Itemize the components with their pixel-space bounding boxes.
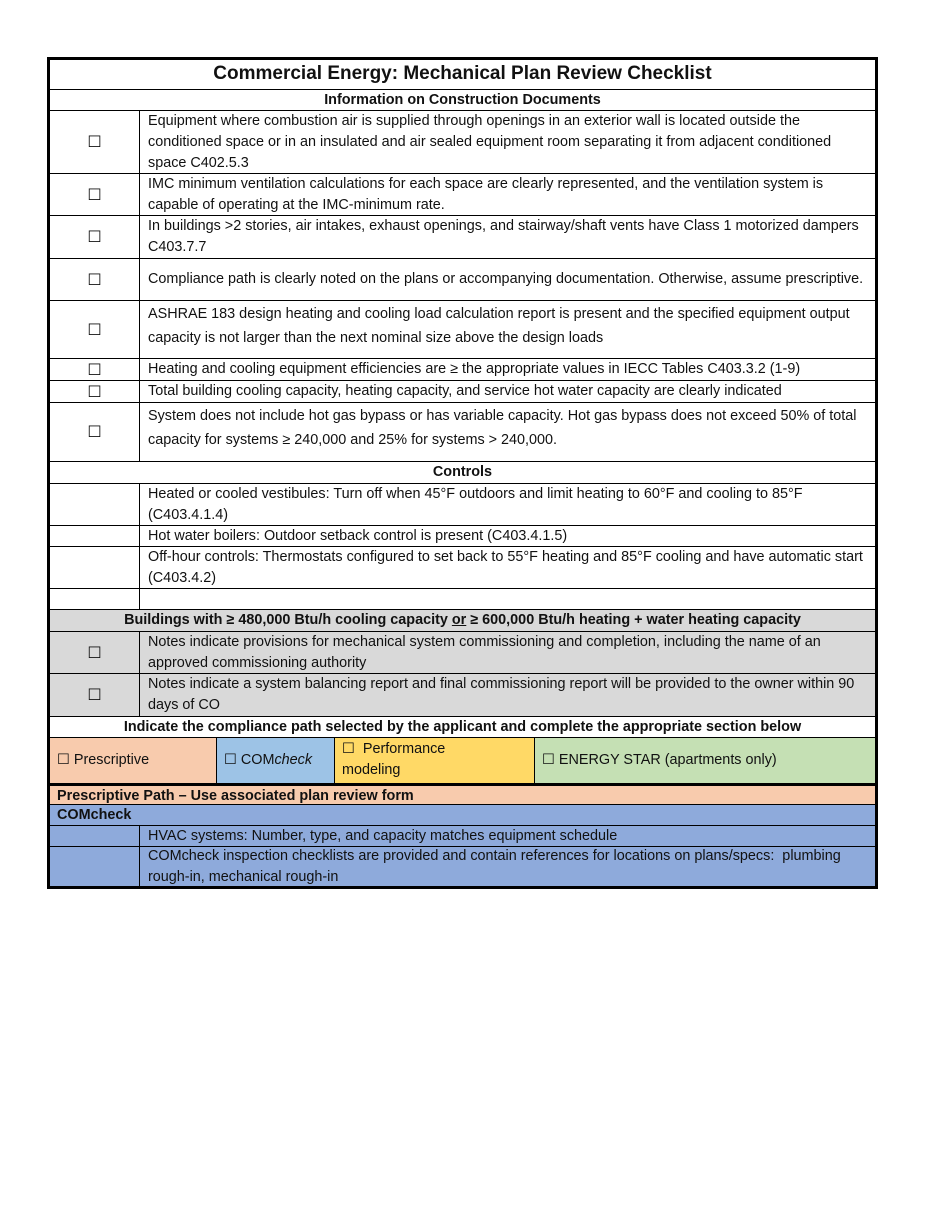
checkbox: ☐ — [57, 752, 70, 768]
item-text: Off-hour controls: Thermostats configured to set back to 55°F heating and 85°F cooling and have automatic start (C403.4.2) — [148, 548, 863, 586]
controls-row — [50, 546, 875, 588]
comcheck-row — [50, 825, 875, 846]
checklist-row — [50, 631, 875, 673]
checkbox[interactable]: ☐ — [50, 359, 140, 380]
title-row — [50, 60, 875, 89]
section-header-compliance: Indicate the compliance path selected by the applicant and complete the appropriate section below — [50, 716, 875, 737]
option-comcheck[interactable]: ☐ COM check — [217, 738, 335, 783]
item-text: In buildings >2 stories, air intakes, exhaust openings, and stairway/shaft vents have Class 1 motorized dampers C403.7.7 — [148, 218, 859, 255]
item-text: COMcheck inspection checklists are provided and contain references for locations on plans/specs: plumbing rough-in, mechanical rough-in — [148, 847, 845, 885]
checkbox[interactable]: ☐ — [50, 216, 140, 258]
item-text: ASHRAE 183 design heating and cooling load calculation report is present and the specified equipment output capacity is not larger than the next nominal size above the design loads — [148, 306, 850, 346]
section-header-controls: Controls — [50, 461, 875, 483]
comcheck-row — [50, 846, 875, 886]
option-prescriptive[interactable]: ☐ Prescriptive — [50, 738, 217, 783]
item-text: Notes indicate provisions for mechanical system commissioning and completion, including the name of an approved commissioning authority — [148, 633, 821, 671]
page-title: Commercial Energy: Mechanical Plan Review Checklist — [213, 63, 712, 84]
checklist-row — [50, 402, 875, 461]
compliance-path-row — [50, 737, 875, 783]
checkbox[interactable]: ☐ — [50, 381, 140, 402]
item-text: Heating and cooling equipment efficiencies are ≥ the appropriate values in IECC Tables C403.3.2 (1-9) — [148, 361, 801, 377]
item-text: Notes indicate a system balancing report and final commissioning report will be provided to the owner within 90 days of CO — [148, 676, 855, 713]
checklist-table — [47, 57, 878, 889]
item-text: System does not include hot gas bypass or has variable capacity. Hot gas bypass does not exceed 50% of total capacity for systems ≥ 240,000 and 25% for systems > 240,000. — [148, 408, 857, 448]
checkbox[interactable]: ☐ — [50, 111, 140, 173]
checklist-row — [50, 673, 875, 716]
controls-row — [50, 483, 875, 525]
checkbox[interactable]: ☐ — [50, 259, 140, 300]
item-text: Hot water boilers: Outdoor setback control is present (C403.4.1.5) — [148, 527, 568, 544]
checkbox: ☐ — [224, 752, 237, 768]
item-text: IMC minimum ventilation calculations for each space are clearly represented, and the ventilation system is capable of operating at the IMC-minimum rate. — [148, 175, 824, 213]
controls-row — [50, 525, 875, 546]
section-header-construction-docs: Information on Construction Documents — [50, 89, 875, 110]
comcheck-header-row: COMcheck — [50, 804, 875, 825]
checkbox[interactable]: ☐ — [50, 632, 140, 673]
prescriptive-path-row: Prescriptive Path – Use associated plan review form — [50, 783, 875, 804]
item-text: Equipment where combustion air is supplied through openings in an exterior wall is located outside the conditioned space or in an insulated and air sealed equipment room separating it from adjacent conditioned space C402.5.3 — [148, 112, 832, 171]
item-text: Heated or cooled vestibules: Turn off when 45°F outdoors and limit heating to 60°F and cooling to 85°F (C403.4.1.4) — [148, 485, 803, 523]
item-text: Total building cooling capacity, heating capacity, and service hot water capacity are clearly indicated — [148, 383, 782, 399]
empty-row — [50, 588, 875, 609]
checkbox[interactable]: ☐ — [50, 403, 140, 461]
checklist-row — [50, 173, 875, 215]
section-header-large-buildings: Buildings with ≥ 480,000 Btu/h cooling capacity or ≥ 600,000 Btu/h heating + water heating capacity — [50, 609, 875, 631]
checklist-row — [50, 300, 875, 358]
checkbox: ☐ — [342, 741, 355, 757]
item-text: HVAC systems: Number, type, and capacity matches equipment schedule — [148, 827, 618, 844]
checkbox[interactable]: ☐ — [50, 301, 140, 358]
checkbox: ☐ — [542, 752, 555, 768]
checkbox[interactable]: ☐ — [50, 674, 140, 716]
checkbox[interactable]: ☐ — [50, 174, 140, 215]
option-energy-star[interactable]: ☐ ENERGY STAR (apartments only) — [535, 738, 875, 783]
checklist-row — [50, 380, 875, 402]
option-performance-modeling[interactable]: ☐ Performance modeling — [335, 738, 535, 783]
checklist-row — [50, 258, 875, 300]
checklist-row — [50, 358, 875, 380]
checklist-row — [50, 110, 875, 173]
checklist-row — [50, 215, 875, 258]
item-text: Compliance path is clearly noted on the plans or accompanying documentation. Otherwise, assume prescriptive. — [148, 271, 864, 287]
